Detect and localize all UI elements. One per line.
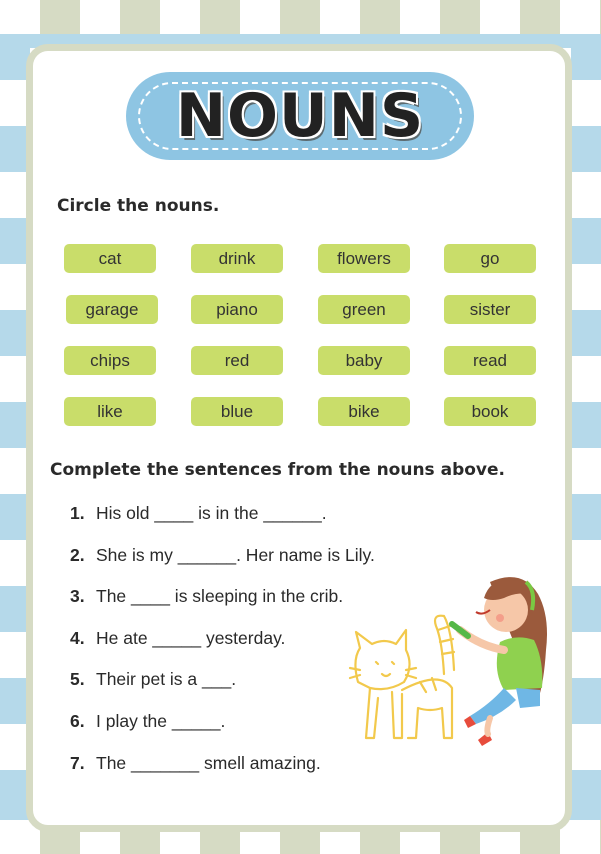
word-chip[interactable]: flowers: [318, 244, 410, 273]
sentence-text: He ate _____ yesterday.: [96, 628, 286, 648]
sentence-number: 1.: [70, 503, 85, 523]
sentence-number: 2.: [70, 545, 85, 565]
word-chip[interactable]: garage: [66, 295, 158, 324]
word-chip[interactable]: piano: [191, 295, 283, 324]
cat-drawing-icon: [350, 616, 454, 738]
sentence-text: Their pet is a ___.: [96, 669, 237, 689]
sentence-text: His old ____ is in the ______.: [96, 503, 327, 523]
word-chip[interactable]: blue: [191, 397, 283, 426]
sentence-item: [70, 503, 327, 524]
word-chip[interactable]: like: [64, 397, 156, 426]
sentence-item: [70, 711, 225, 732]
sentence-number: 4.: [70, 628, 85, 648]
sentence-number: 3.: [70, 586, 85, 606]
sentence-item: [70, 669, 236, 690]
word-chip[interactable]: baby: [318, 346, 410, 375]
word-chip[interactable]: bike: [318, 397, 410, 426]
section-heading-circle-nouns: Circle the nouns.: [57, 196, 220, 216]
word-chip[interactable]: green: [318, 295, 410, 324]
sentence-item: [70, 586, 343, 607]
word-chip[interactable]: go: [444, 244, 536, 273]
word-chip[interactable]: cat: [64, 244, 156, 273]
word-chip[interactable]: chips: [64, 346, 156, 375]
word-chip[interactable]: read: [444, 346, 536, 375]
word-chip[interactable]: sister: [444, 295, 536, 324]
section-heading-complete-sentences: Complete the sentences from the nouns above.: [50, 460, 505, 480]
sentence-text: The ____ is sleeping in the crib.: [96, 586, 344, 606]
top-stripe-border: [0, 0, 601, 34]
sentence-number: 5.: [70, 669, 85, 689]
word-chip[interactable]: drink: [191, 244, 283, 273]
illustration: [340, 570, 560, 750]
word-bank: [64, 244, 537, 430]
sentence-text: She is my ______. Her name is Lily.: [96, 545, 375, 565]
page-title: NOUNS: [175, 81, 425, 151]
word-chip[interactable]: red: [191, 346, 283, 375]
girl-drawing-icon: [452, 577, 547, 746]
word-chip[interactable]: book: [444, 397, 536, 426]
sentence-item: [70, 545, 375, 566]
sentence-item: [70, 753, 321, 774]
sentence-text: I play the _____.: [96, 711, 226, 731]
right-stripe-border: [571, 34, 601, 820]
sentence-item: [70, 628, 285, 649]
sentence-number: 7.: [70, 753, 85, 773]
sentence-number: 6.: [70, 711, 85, 731]
sentence-text: The _______ smell amazing.: [96, 753, 321, 773]
